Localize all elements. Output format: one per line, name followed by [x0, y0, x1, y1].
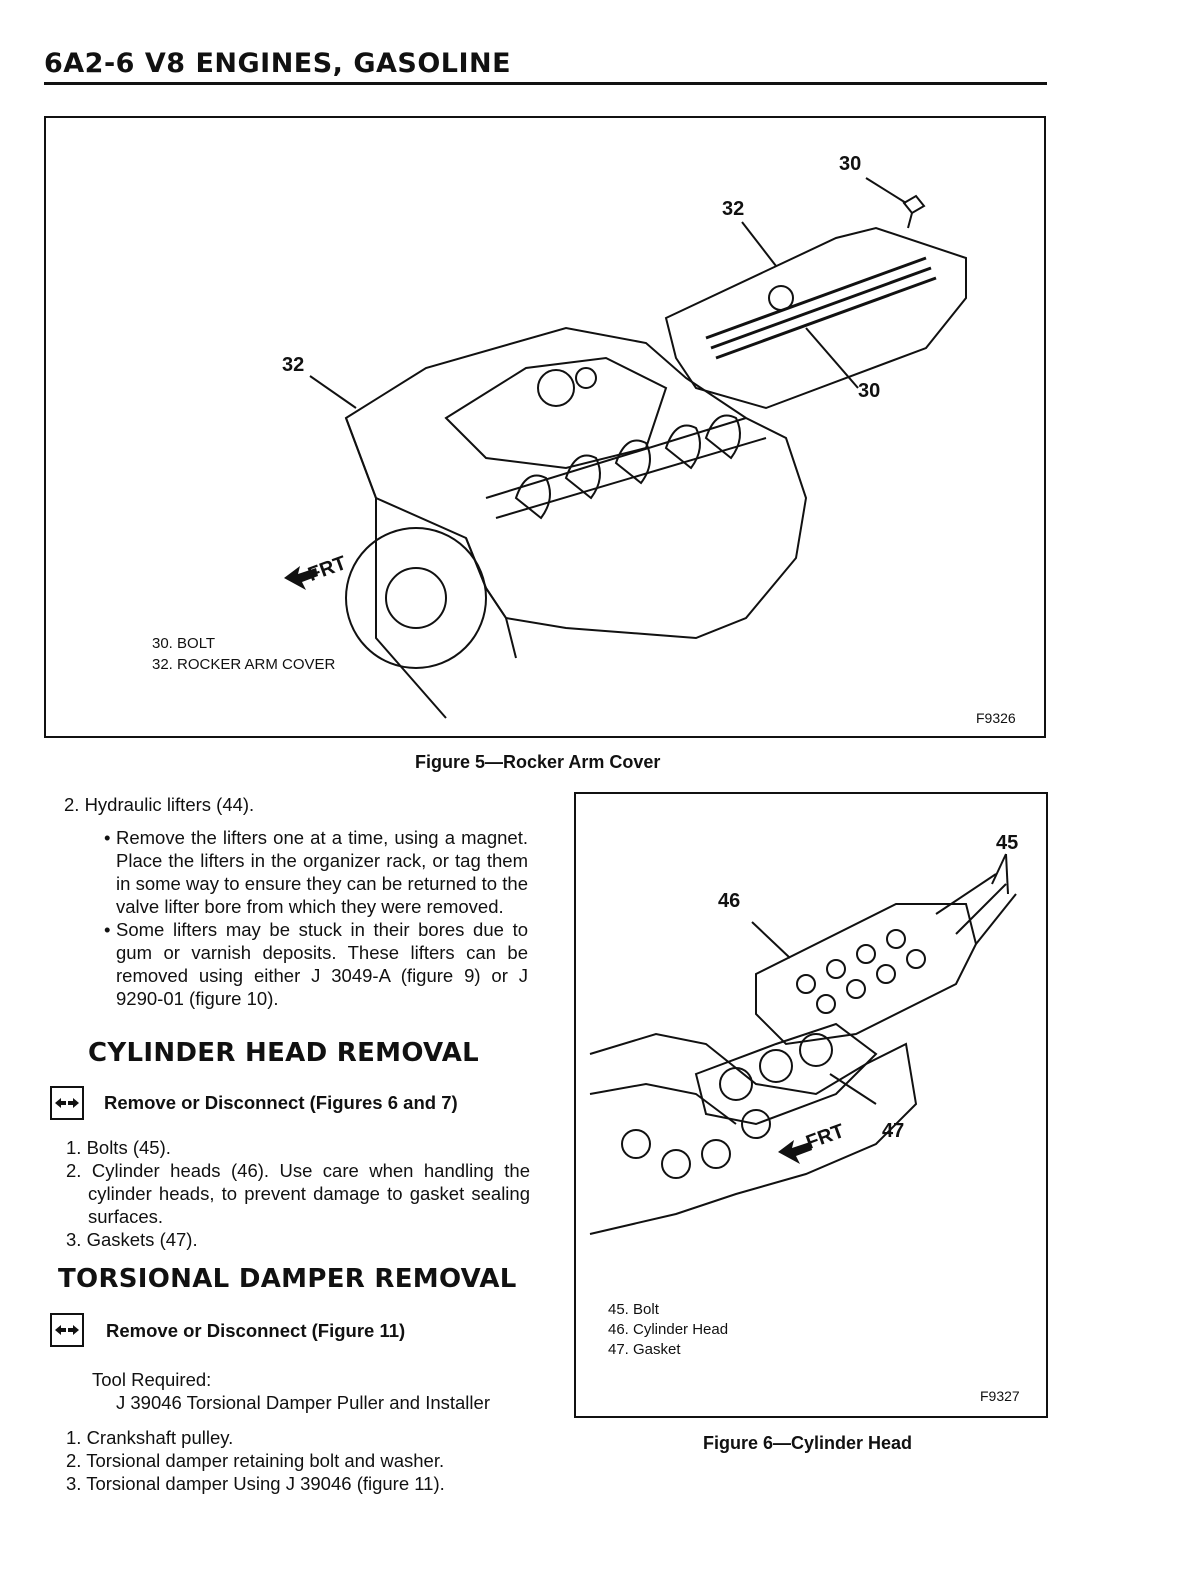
- figure-5-legend-item: 32. ROCKER ARM COVER: [152, 656, 336, 673]
- torsional-damper-removal-instruction: Remove or Disconnect (Figure 11): [106, 1320, 406, 1341]
- tool-required-label: Tool Required:: [92, 1369, 212, 1390]
- remove-disconnect-icon: [50, 1313, 84, 1347]
- lifters-bullets: [104, 826, 528, 1010]
- cylinder-head-removal-instruction: Remove or Disconnect (Figures 6 and 7): [104, 1092, 458, 1113]
- figure-6-legend: [608, 1300, 728, 1360]
- figure-6-callout-46: 46: [718, 890, 741, 912]
- figure-5-callout-32-left: 32: [282, 354, 305, 376]
- lifters-bullet: • Some lifters may be stuck in their bores due to gum or varnish deposits. These lifters can be removed using either J 3049-A (figure 9) or J 9290-01 (figure 10).: [104, 918, 528, 1010]
- figure-5-callout-30-top: 30: [839, 153, 862, 175]
- step-item: 1. Bolts (45).: [66, 1137, 171, 1158]
- step-item: 2. Cylinder heads (46). Use care when handling the cylinder heads, to prevent damage to gasket sealing surfaces.: [66, 1160, 530, 1227]
- figure-5-box: [44, 116, 1046, 738]
- figure-5-callout-32-right: 32: [722, 198, 745, 220]
- torsional-damper-removal-steps: [66, 1426, 445, 1495]
- figure-6-legend-item: 46. Cylinder Head: [608, 1321, 729, 1338]
- page-header-title: 6A2-6 V8 ENGINES, GASOLINE: [44, 48, 512, 79]
- step-item: 1. Crankshaft pulley.: [66, 1427, 234, 1448]
- tool-required-item: J 39046 Torsional Damper Puller and Installer: [116, 1392, 490, 1413]
- figure-6-box: [574, 792, 1048, 1418]
- figure-6-callout-45: 45: [996, 832, 1019, 854]
- figure-5-frt-label: FRT: [305, 552, 350, 587]
- header-rule: [44, 82, 1047, 85]
- figure-6-id: F9327: [980, 1388, 1020, 1404]
- figure-6-caption: Figure 6—Cylinder Head: [703, 1433, 913, 1453]
- step-item: 3. Torsional damper Using J 39046 (figure 11).: [66, 1473, 445, 1494]
- figure-5-legend-item: 30. BOLT: [152, 635, 216, 652]
- cylinder-head-removal-steps: [66, 1136, 530, 1251]
- torsional-damper-removal-title: TORSIONAL DAMPER REMOVAL: [58, 1264, 517, 1294]
- figure-6-callout-47: 47: [882, 1120, 905, 1142]
- figure-5-caption: Figure 5—Rocker Arm Cover: [415, 752, 661, 772]
- figure-6-legend-item: 47. Gasket: [608, 1341, 681, 1358]
- figure-5-id: F9326: [976, 710, 1016, 726]
- figure-6-legend-item: 45. Bolt: [608, 1301, 659, 1318]
- step-item: 3. Gaskets (47).: [66, 1229, 198, 1250]
- cylinder-head-removal-title: CYLINDER HEAD REMOVAL: [88, 1038, 480, 1068]
- figure-5-callout-30-bottom: 30: [858, 380, 881, 402]
- figure-5-legend: [152, 633, 335, 675]
- lifters-heading: 2. Hydraulic lifters (44).: [64, 794, 255, 815]
- lifters-bullet: • Remove the lifters one at a time, using a magnet. Place the lifters in the organizer rack, or tag them in some way to ensure they can be returned to the valve lifter bore from which they were removed.: [104, 826, 528, 918]
- figure-6-frt-label: FRT: [803, 1120, 848, 1155]
- step-item: 2. Torsional damper retaining bolt and washer.: [66, 1450, 445, 1471]
- remove-disconnect-icon: [50, 1086, 84, 1120]
